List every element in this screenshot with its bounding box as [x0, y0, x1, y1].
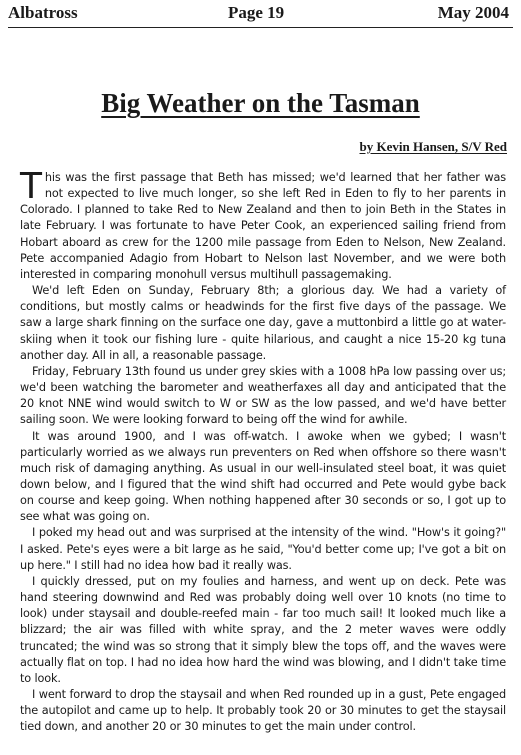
article-paragraph: I poked my head out and was surprised at the intensity of the wind. "How's it going?" I asked. Pete's eyes were a bit large as he said, "You'd better come up; I've got a bit on up here." I still had no idea how bad it really was.	[20, 526, 506, 572]
article-paragraph: Friday, February 13th found us under grey skies with a 1008 hPa low passing over us; we'd been watching the barometer and weatherfaxes all day and anticipated that the 20 knot NNE wind would switch to W or SW as the low passed, and we'd have better sailing soon. We were looking forward to being off the wind for awhile.	[20, 364, 506, 427]
article-paragraph: I went forward to drop the staysail and when Red rounded up in a gust, Pete engaged the autopilot and came up to help. It probably took 20 or 30 minutes to get the staysail tied down, and another 20 or 30 minutes to get the main under control.	[20, 688, 506, 734]
article-paragraph: It was around 1900, and I was off-watch. I awoke when we gybed; I wasn't particularly worried as we always run preventers on Red when offshore so there wasn't much risk of damaging anything. As usual in our well-insulated steel boat, it was quiet down below, and I figured that the wind shift had occurred and Pete would gybe back on course and keep going. When nothing happened after 30 seconds or so, I got up to see what was going on.	[20, 429, 506, 524]
drop-cap: T	[20, 166, 42, 207]
article-title: Big Weather on the Tasman	[101, 88, 420, 118]
article-body	[20, 166, 506, 735]
article-byline: by Kevin Hansen, S/V Red	[359, 139, 507, 154]
issue-date: May 2004	[437, 3, 509, 22]
article-paragraph: I quickly dressed, put on my foulies and harness, and went up on deck. Pete was hand steering downwind and Red was probably doing well over 10 knots (no time to look) under staysail and double-reefed main - far too much sail! It looked much like a blizzard; the air was filled with white spray, and the 2 meter waves were oddly truncated; the wind was so strong that it simply blew the tops off, and the waves were actually flat on top. I had no idea how hard the wind was blowing, and I didn't take time to look.	[20, 574, 506, 685]
article-paragraph: This was the first passage that Beth has missed; we'd learned that her father was not expected to live much longer, so she left Red in Eden to fly to her parents in Colorado. I planned to take Red to New Zealand and then to join Beth in the States in late February. I was fortunate to have Peter Cook, an experienced sailing friend from Hobart aboard as crew for the 1200 mile passage from Eden to Nelson, New Zealand. Pete accompanied Adagio from Hobart to Nelson last November, and we were both interested in comparing monohull versus multihull passagemaking.	[20, 166, 506, 281]
publication-name: Albatross	[8, 3, 78, 22]
article-paragraph: We'd left Eden on Sunday, February 8th; a glorious day. We had a variety of conditions, but mostly calms or headwinds for the first five days of the passage. We saw a large shark finning on the surface one day, gave a muttonbird a little go at water-skiing when it took our fishing lure - quite hilarious, and caught a nice 15-20 kg tuna another day. All in all, a reasonable passage.	[20, 284, 506, 362]
page-header	[8, 3, 509, 25]
page-number: Page 19	[228, 3, 285, 22]
header-rule	[8, 27, 513, 28]
